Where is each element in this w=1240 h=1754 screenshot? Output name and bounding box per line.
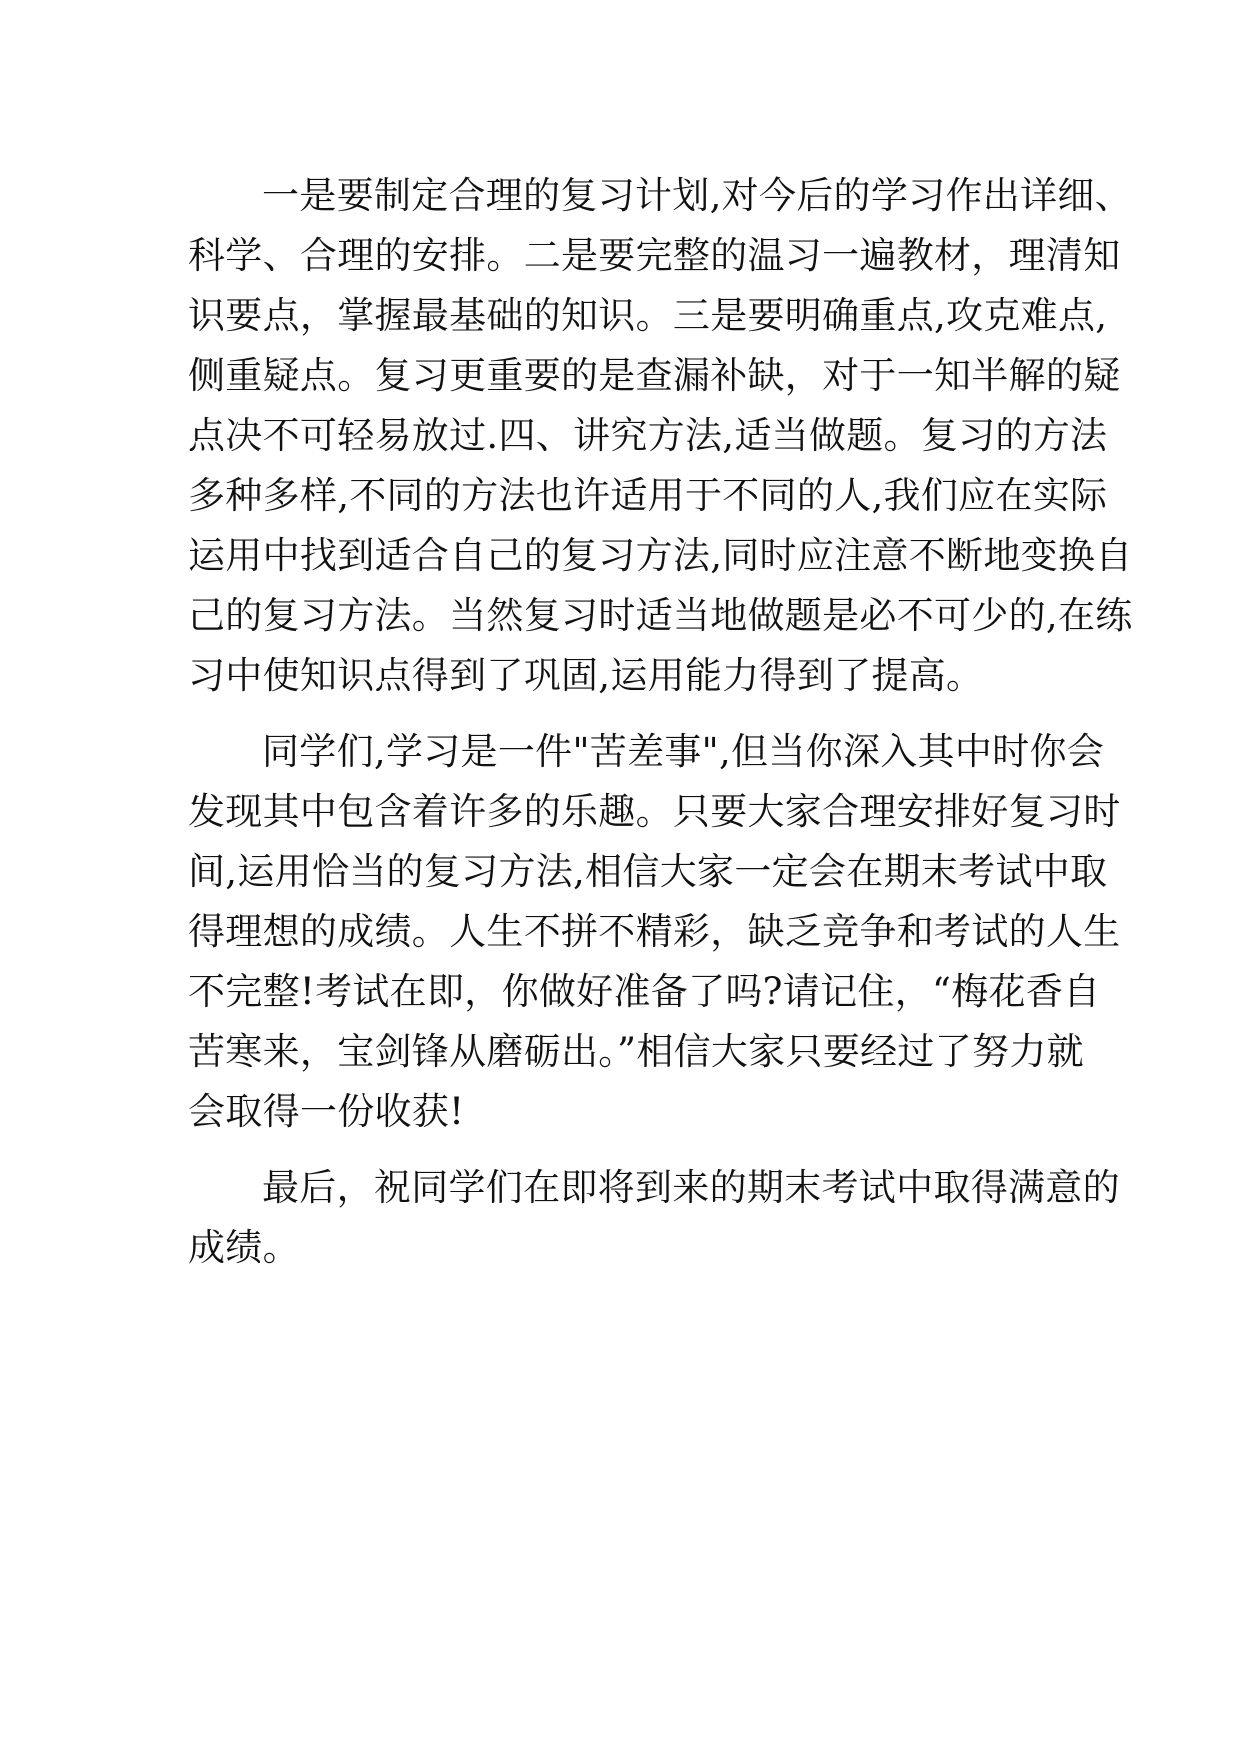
text-line: 不完整!考试在即，你做好准备了吗?请记住，“梅花香自 bbox=[188, 970, 1101, 1013]
text-line: 苦寒来，宝剑锋从磨砺出。”相信大家只要经过了努力就 bbox=[188, 1030, 1084, 1073]
text-line: 习中使知识点得到了巩固,运用能力得到了提高。 bbox=[188, 654, 984, 697]
text-line: 成绩。 bbox=[188, 1226, 300, 1269]
text-line: 最后，祝同学们在即将到来的期末考试中取得满意的 bbox=[262, 1166, 1120, 1209]
paragraph-encouragement bbox=[188, 722, 1121, 1142]
text-line: 得理想的成绩。人生不拼不精彩，缺乏竞争和考试的人生 bbox=[188, 910, 1121, 953]
text-line: 运用中找到适合自己的复习方法,同时应注意不断地变换自 bbox=[188, 534, 1133, 577]
text-line: 发现其中包含着许多的乐趣。只要大家合理安排好复习时 bbox=[188, 790, 1121, 833]
text-line: 识要点，掌握最基础的知识。三是要明确重点,攻克难点, bbox=[188, 294, 1108, 337]
text-line: 侧重疑点。复习更重要的是查漏补缺，对于一知半解的疑 bbox=[188, 354, 1121, 397]
text-line: 己的复习方法。当然复习时适当地做题是必不可少的,在练 bbox=[188, 594, 1133, 637]
text-line: 间,运用恰当的复习方法,相信大家一定会在期末考试中取 bbox=[188, 850, 1108, 893]
text-line: 点决不可轻易放过.四、讲究方法,适当做题。复习的方法 bbox=[188, 414, 1108, 457]
document-body bbox=[188, 166, 1133, 1294]
text-line: 多种多样,不同的方法也许适用于不同的人,我们应在实际 bbox=[188, 474, 1108, 517]
text-line: 会取得一份收获! bbox=[188, 1090, 465, 1133]
text-line: 科学、合理的安排。二是要完整的温习一遍教材，理清知 bbox=[188, 234, 1121, 277]
text-line: 一是要制定合理的复习计划,对今后的学习作出详细、 bbox=[262, 174, 1132, 217]
paragraph-review-methods bbox=[188, 166, 1133, 706]
text-line: 同学们,学习是一件"苦差事",但当你深入其中时你会 bbox=[262, 730, 1105, 773]
paragraph-closing-wish bbox=[188, 1158, 1120, 1278]
